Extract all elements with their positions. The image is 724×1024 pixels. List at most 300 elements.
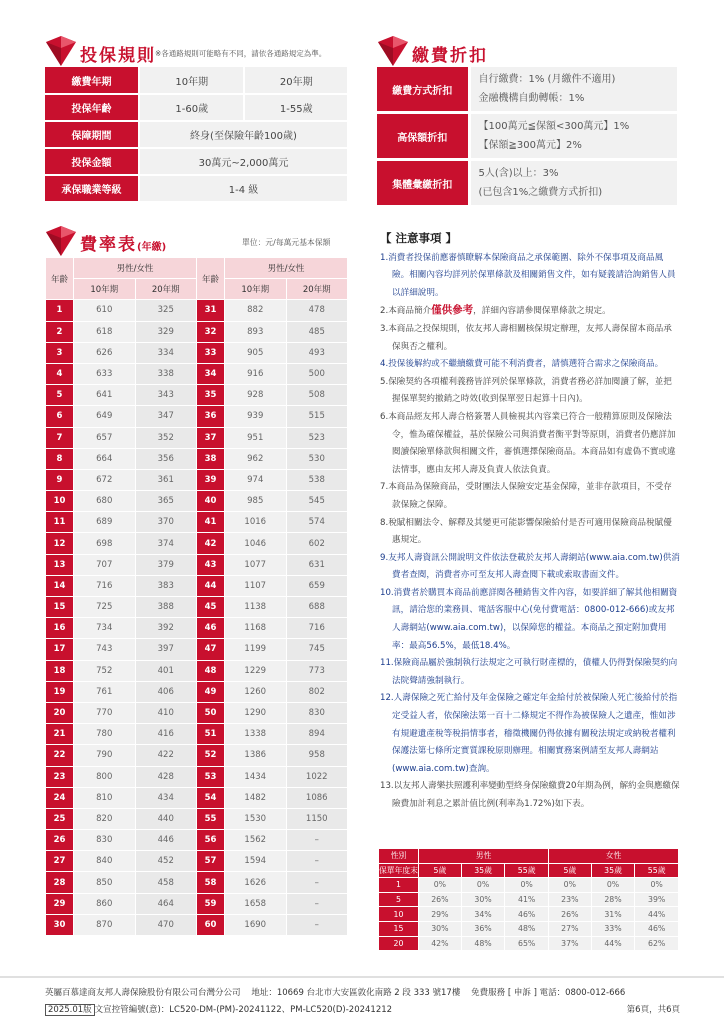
rates-value-20yr: 383 [135,575,197,596]
rates-value-20yr: 530 [286,448,348,469]
page-number: 第6頁，共6頁 [626,1005,680,1015]
rates-value-10yr: 698 [74,533,136,554]
rates-age: 47 [197,639,225,660]
rates-value-10yr: 860 [74,893,136,914]
rates-age: 7 [46,427,74,448]
surrender-year: 10 [379,907,419,922]
rates-value-10yr: 1168 [225,618,287,639]
rules-value: 1-4 級 [139,175,347,202]
rates-value-10yr: 1107 [225,575,287,596]
rates-row [46,660,348,681]
rates-value-20yr: – [286,830,348,851]
rates-group-header: 男性/女性 [74,258,197,279]
aia-logo-icon [44,226,78,256]
note-item: 11.保險商品屬於強制執行法規定之可執行財產標的，債權人仍得對保險契約向法院聲請強制執行。 [380,658,678,686]
rates-age: 4 [46,363,74,384]
rates-value-20yr: 401 [135,660,197,681]
surrender-ratio: 29% [419,907,462,922]
rates-row [46,342,348,363]
rates-value-10yr: 882 [225,300,287,321]
rates-value-10yr: 840 [74,851,136,872]
surrender-ratio: 65% [505,936,549,951]
rates-value-20yr: 410 [135,702,197,723]
note-item: 9.友邦人壽資訊公開說明文件依法登載於友邦人壽網站(www.aia.com.tw)供消費者查閱，消費者亦可至友邦人壽查閱下載或索取書面文件。 [380,552,680,581]
rates-value-10yr: 790 [74,745,136,766]
rates-value-20yr: – [286,851,348,872]
rates-age: 32 [197,321,225,342]
rates-value-10yr: 649 [74,406,136,427]
footer-company: 英屬百慕達商友邦人壽保險股份有限公司台灣分公司 [45,988,241,998]
note-item [380,302,680,321]
rates-unit: 單位：元/每萬元基本保額 [242,238,331,247]
rates-value-20yr: – [286,914,348,935]
rates-value-20yr: 716 [286,618,348,639]
surrender-ratio: 36% [461,921,505,936]
surrender-row [379,907,679,922]
rates-age: 14 [46,575,74,596]
note-item: 5.保險契約各項權利義務皆詳列於保單條款，消費者務必詳加閱讀了解，並把握保單契約撤銷之時效(收到保單翌日起算十日內)。 [380,376,672,405]
rates-value-20yr: 523 [286,427,348,448]
surrender-row [379,936,679,951]
rates-age: 38 [197,448,225,469]
rates-age: 50 [197,702,225,723]
rates-value-20yr: 464 [135,893,197,914]
rates-value-20yr: 631 [286,554,348,575]
rates-row [46,469,348,490]
rates-age: 29 [46,893,74,914]
rates-value-10yr: 689 [74,512,136,533]
rates-row [46,554,348,575]
surrender-row [379,921,679,936]
surrender-ratio: 31% [591,907,635,922]
rates-row [46,300,348,321]
rates-row [46,533,348,554]
rates-value-20yr: 659 [286,575,348,596]
payment-line: (已包含1%之繳費方式折扣) [478,187,603,198]
surrender-ratio: 62% [635,936,679,951]
rates-age: 60 [197,914,225,935]
rates-value-10yr: 1229 [225,660,287,681]
rates-age: 3 [46,342,74,363]
notes-section [380,230,680,814]
rates-age: 54 [197,787,225,808]
rates-value-10yr: 618 [74,321,136,342]
rates-age: 31 [197,300,225,321]
rates-row [46,914,348,935]
rules-title: 投保規則 [80,46,156,66]
surrender-year: 5 [379,892,419,907]
rates-value-20yr: 329 [135,321,197,342]
surrender-ratio: 26% [419,892,462,907]
note-text: ，詳細內容請參閱保單條款之規定。 [473,306,611,317]
surrender-age-header: 5歲 [548,863,591,878]
rates-value-20yr: 602 [286,533,348,554]
surrender-age-header: 35歲 [461,863,505,878]
rates-age: 24 [46,787,74,808]
rates-value-20yr: 574 [286,512,348,533]
surrender-row [379,892,679,907]
rates-row [46,702,348,723]
footer-info [45,986,625,998]
rates-col-header: 10年期 [74,279,136,300]
rates-row [46,491,348,512]
surrender-gender-header: 性別 [379,849,419,864]
surrender-ratio: 0% [505,878,549,893]
surrender-ratio: 0% [635,878,679,893]
surrender-ratio: 27% [548,921,591,936]
rates-value-10yr: 761 [74,681,136,702]
rates-row [46,851,348,872]
rates-value-10yr: 985 [225,491,287,512]
note-item: 8.稅賦相關法令、解釋及其變更可能影響保險給付是否可適用保險商品稅賦優惠規定。 [380,517,672,546]
rates-value-20yr: 446 [135,830,197,851]
rates-value-20yr: 458 [135,872,197,893]
rates-value-10yr: 974 [225,469,287,490]
payment-table [377,67,677,208]
rates-age: 15 [46,597,74,618]
rates-value-10yr: 657 [74,427,136,448]
rates-value-10yr: 633 [74,363,136,384]
rates-value-20yr: 500 [286,363,348,384]
rates-age: 35 [197,385,225,406]
rates-row [46,724,348,745]
surrender-ratio: 28% [591,892,635,907]
surrender-age-header: 5歲 [419,863,462,878]
rates-value-10yr: 1594 [225,851,287,872]
surrender-table [378,848,679,951]
rates-value-20yr: 688 [286,597,348,618]
rates-value-10yr: 810 [74,787,136,808]
surrender-ratio: 23% [548,892,591,907]
rates-value-10yr: 734 [74,618,136,639]
surrender-ratio: 41% [505,892,549,907]
rates-row [46,597,348,618]
rates-value-20yr: 958 [286,745,348,766]
rates-value-10yr: 743 [74,639,136,660]
rates-value-20yr: 452 [135,851,197,872]
rates-value-20yr: 515 [286,406,348,427]
rates-age-header: 年齡 [197,258,225,300]
rates-value-20yr: 422 [135,745,197,766]
payment-line: 5人(含)以上：3% [478,168,559,179]
rates-value-10yr: 1530 [225,808,287,829]
rates-age: 37 [197,427,225,448]
rates-value-10yr: 1199 [225,639,287,660]
rates-row [46,512,348,533]
rates-age: 52 [197,745,225,766]
rates-value-20yr: 745 [286,639,348,660]
rates-age: 53 [197,766,225,787]
rules-table [45,67,347,203]
rates-value-10yr: 664 [74,448,136,469]
rates-value-20yr: – [286,872,348,893]
rates-value-20yr: 1150 [286,808,348,829]
rates-age: 21 [46,724,74,745]
rates-value-20yr: 347 [135,406,197,427]
rates-value-20yr: – [286,893,348,914]
payment-label: 集體彙繳折扣 [377,160,469,207]
rates-age: 34 [197,363,225,384]
rates-age: 19 [46,681,74,702]
rates-age: 20 [46,702,74,723]
footer-doc [45,1003,392,1015]
rates-value-20yr: 493 [286,342,348,363]
note-item: 1.消費者投保前應審慎瞭解本保險商品之承保範圍、除外不保事項及商品風險。相關內容均詳列於保單條款及相關銷售文件，如有疑義請洽詢銷售人員以詳細說明。 [380,252,676,298]
surrender-row [379,878,679,893]
rates-value-20yr: 440 [135,808,197,829]
rates-value-10yr: 752 [74,660,136,681]
rates-age: 2 [46,321,74,342]
surrender-ratio: 42% [419,936,462,951]
surrender-ratio: 30% [419,921,462,936]
rates-age: 57 [197,851,225,872]
rates-value-10yr: 1386 [225,745,287,766]
rates-age: 13 [46,554,74,575]
rates-value-10yr: 905 [225,342,287,363]
surrender-ratio: 44% [635,907,679,922]
rates-age: 42 [197,533,225,554]
rates-value-20yr: 416 [135,724,197,745]
aia-logo-icon [44,36,78,66]
rates-row [46,872,348,893]
rates-value-20yr: 356 [135,448,197,469]
rates-age: 30 [46,914,74,935]
rules-value: 20年期 [244,67,347,94]
note-emphasis: 僅供參考 [431,304,474,317]
rules-value: 10年期 [139,67,244,94]
rules-value: 1-60歲 [139,94,244,121]
rates-age: 41 [197,512,225,533]
rates-age: 46 [197,618,225,639]
rates-title [80,230,166,255]
surrender-age-header: 55歲 [505,863,549,878]
rates-value-20yr: 392 [135,618,197,639]
note-item: 12.人壽保險之死亡給付及年金保險之確定年金給付於被保險人死亡後給付於指定受益人者，依保險法第一百十二條規定不得作為被保險人之遺產，惟如涉有規避遺產稅等稅捐情事者，稽徵機關仍得依據有關稅法規定或納稅者權利保護法第七條所定實質課稅原則辦理。相關實務案例請至友邦人壽網站 (www.aia.com.tw)查詢。 [380,693,678,774]
surrender-female-header: 女性 [548,849,678,864]
rates-age-header: 年齡 [46,258,74,300]
note-item: 3.本商品之投保規則，依友邦人壽相關核保規定辦理，友邦人壽保留本商品承保與否之權利。 [380,323,672,352]
rates-row [46,745,348,766]
payment-line: 金融機構自動轉帳：1% [478,93,585,104]
rates-value-20yr: 545 [286,491,348,512]
rates-age: 48 [197,660,225,681]
rates-row [46,787,348,808]
surrender-year: 20 [379,936,419,951]
rates-value-10yr: 1562 [225,830,287,851]
rates-value-10yr: 928 [225,385,287,406]
rates-value-10yr: 939 [225,406,287,427]
rules-label: 投保年齡 [45,94,139,121]
payment-line: 【100萬元≦保額<300萬元】1% [478,121,630,132]
note-item: 6.本商品經友邦人壽合格簽署人員檢視其內容業已符合一般精算原則及保險法令，惟為確保權益，基於保險公司與消費者衡平對等原則，消費者仍應詳加閱讀保險單條款與相關文件，審慎選擇保險商品。本商品如有虛偽不實或違法情事，應由友邦人壽及負責人依法負責。 [380,411,676,475]
rates-age: 8 [46,448,74,469]
rates-row [46,406,348,427]
rates-age: 58 [197,872,225,893]
footer-service: 免費服務 [ 申訴 ] 電話：0800-012-666 [471,988,626,998]
rates-value-10yr: 672 [74,469,136,490]
rules-label: 繳費年期 [45,67,139,94]
rules-value: 1-55歲 [244,94,347,121]
rates-value-20yr: 508 [286,385,348,406]
rules-label: 承保職業等級 [45,175,139,202]
rules-note: ※各通路規則可能略有不同，請依各通路規定為準。 [155,49,327,58]
rates-value-20yr: 365 [135,491,197,512]
rates-age: 12 [46,533,74,554]
rates-value-20yr: 478 [286,300,348,321]
rates-value-10yr: 893 [225,321,287,342]
notes-title: 【 注意事項 】 [380,231,458,245]
rates-value-10yr: 1690 [225,914,287,935]
footer-divider [0,976,724,978]
note-text: 2.本商品簡介 [380,306,432,317]
aia-logo-icon [376,36,410,66]
rates-value-10yr: 830 [74,830,136,851]
rules-label: 投保金額 [45,148,139,175]
rates-value-10yr: 1046 [225,533,287,554]
rates-age: 5 [46,385,74,406]
rates-value-20yr: 538 [286,469,348,490]
surrender-year-header: 保單年度末 [379,863,419,878]
rates-age: 18 [46,660,74,681]
surrender-ratio: 44% [591,936,635,951]
rates-value-10yr: 1658 [225,893,287,914]
note-item: 7.本商品為保險商品，受財團法人保險安定基金保障，並非存款項目，不受存款保險之保障。 [380,482,672,510]
payment-label: 高保額折扣 [377,113,469,160]
surrender-male-header: 男性 [419,849,549,864]
rates-age: 27 [46,851,74,872]
rates-value-10yr: 1138 [225,597,287,618]
footer-doc-no: 文宣控管編號(意)：LC520-DM-(PM)-20241122、PM-LC520(D)-20241212 [94,1005,393,1015]
rates-value-10yr: 1434 [225,766,287,787]
rates-value-20yr: 830 [286,702,348,723]
rates-age: 49 [197,681,225,702]
rates-row [46,893,348,914]
payment-line: 【保額≧300萬元】2% [478,140,582,151]
surrender-ratio: 46% [505,907,549,922]
rates-value-10yr: 800 [74,766,136,787]
rates-value-10yr: 1482 [225,787,287,808]
rates-age: 36 [197,406,225,427]
rates-row [46,766,348,787]
rates-age: 39 [197,469,225,490]
rates-age: 1 [46,300,74,321]
payment-label: 繳費方式折扣 [377,67,469,113]
rates-value-20yr: 388 [135,597,197,618]
rates-value-20yr: 370 [135,512,197,533]
rates-value-20yr: 343 [135,385,197,406]
rates-age: 28 [46,872,74,893]
rates-value-10yr: 707 [74,554,136,575]
footer-address: 地址：10669 台北市大安區敦化南路 2 段 333 號17樓 [251,988,461,998]
rates-value-20yr: 1022 [286,766,348,787]
rates-value-10yr: 916 [225,363,287,384]
rules-value: 終身(至保險年齡100歲) [139,121,347,148]
rates-value-20yr: 325 [135,300,197,321]
note-item: 10.消費者於購買本商品前應詳閱各種銷售文件內容，如要詳細了解其他相關資訊，請洽您的業務員、電話客服中心(免付費電話：0800-012-666)或友邦人壽網站(www.aia.com.tw)，以保障您的權益。本商品之預定附加費用率：最高56.5%，最低18.4%。 [380,587,678,651]
rates-value-10yr: 1290 [225,702,287,723]
rates-value-20yr: 434 [135,787,197,808]
rates-age: 23 [46,766,74,787]
rates-row [46,448,348,469]
rates-value-10yr: 725 [74,597,136,618]
rates-age: 26 [46,830,74,851]
rates-value-10yr: 626 [74,342,136,363]
rates-value-10yr: 820 [74,808,136,829]
surrender-ratio: 34% [461,907,505,922]
rates-age: 56 [197,830,225,851]
rates-age: 16 [46,618,74,639]
rates-row [46,808,348,829]
rates-value-20yr: 773 [286,660,348,681]
rates-value-20yr: 428 [135,766,197,787]
rates-value-10yr: 680 [74,491,136,512]
surrender-ratio: 26% [548,907,591,922]
rates-row [46,321,348,342]
rates-value-10yr: 780 [74,724,136,745]
rates-age: 9 [46,469,74,490]
rates-value-20yr: 397 [135,639,197,660]
rates-age: 45 [197,597,225,618]
rates-value-20yr: 338 [135,363,197,384]
rates-value-20yr: 379 [135,554,197,575]
rules-label: 保障期間 [45,121,139,148]
rates-group-header: 男性/女性 [225,258,348,279]
surrender-ratio: 48% [505,921,549,936]
rates-value-10yr: 951 [225,427,287,448]
surrender-ratio: 39% [635,892,679,907]
rates-value-20yr: 374 [135,533,197,554]
rates-value-10yr: 610 [74,300,136,321]
rates-row [46,639,348,660]
rates-age: 40 [197,491,225,512]
rates-value-10yr: 1016 [225,512,287,533]
rates-age: 55 [197,808,225,829]
rates-col-header: 20年期 [135,279,197,300]
rates-value-10yr: 850 [74,872,136,893]
rates-value-10yr: 962 [225,448,287,469]
rates-row [46,385,348,406]
rates-value-10yr: 870 [74,914,136,935]
rates-age: 17 [46,639,74,660]
surrender-ratio: 33% [591,921,635,936]
rates-value-20yr: 470 [135,914,197,935]
payment-title: 繳費折扣 [412,46,488,66]
rates-value-20yr: 1086 [286,787,348,808]
surrender-ratio: 37% [548,936,591,951]
rates-value-20yr: 361 [135,469,197,490]
surrender-ratio: 30% [461,892,505,907]
rates-age: 44 [197,575,225,596]
rates-age: 11 [46,512,74,533]
surrender-year: 1 [379,878,419,893]
rates-value-20yr: 406 [135,681,197,702]
rates-value-10yr: 770 [74,702,136,723]
surrender-ratio: 0% [461,878,505,893]
surrender-ratio: 48% [461,936,505,951]
rates-row [46,681,348,702]
rates-value-20yr: 485 [286,321,348,342]
rates-value-10yr: 1338 [225,724,287,745]
rates-age: 22 [46,745,74,766]
rates-value-10yr: 641 [74,385,136,406]
rates-age: 51 [197,724,225,745]
rules-value: 30萬元~2,000萬元 [139,148,347,175]
rates-row [46,427,348,448]
payment-line: 自行繳費：1% (月繳件不適用) [478,74,616,85]
rates-age: 25 [46,808,74,829]
rates-value-10yr: 1260 [225,681,287,702]
rates-row [46,830,348,851]
